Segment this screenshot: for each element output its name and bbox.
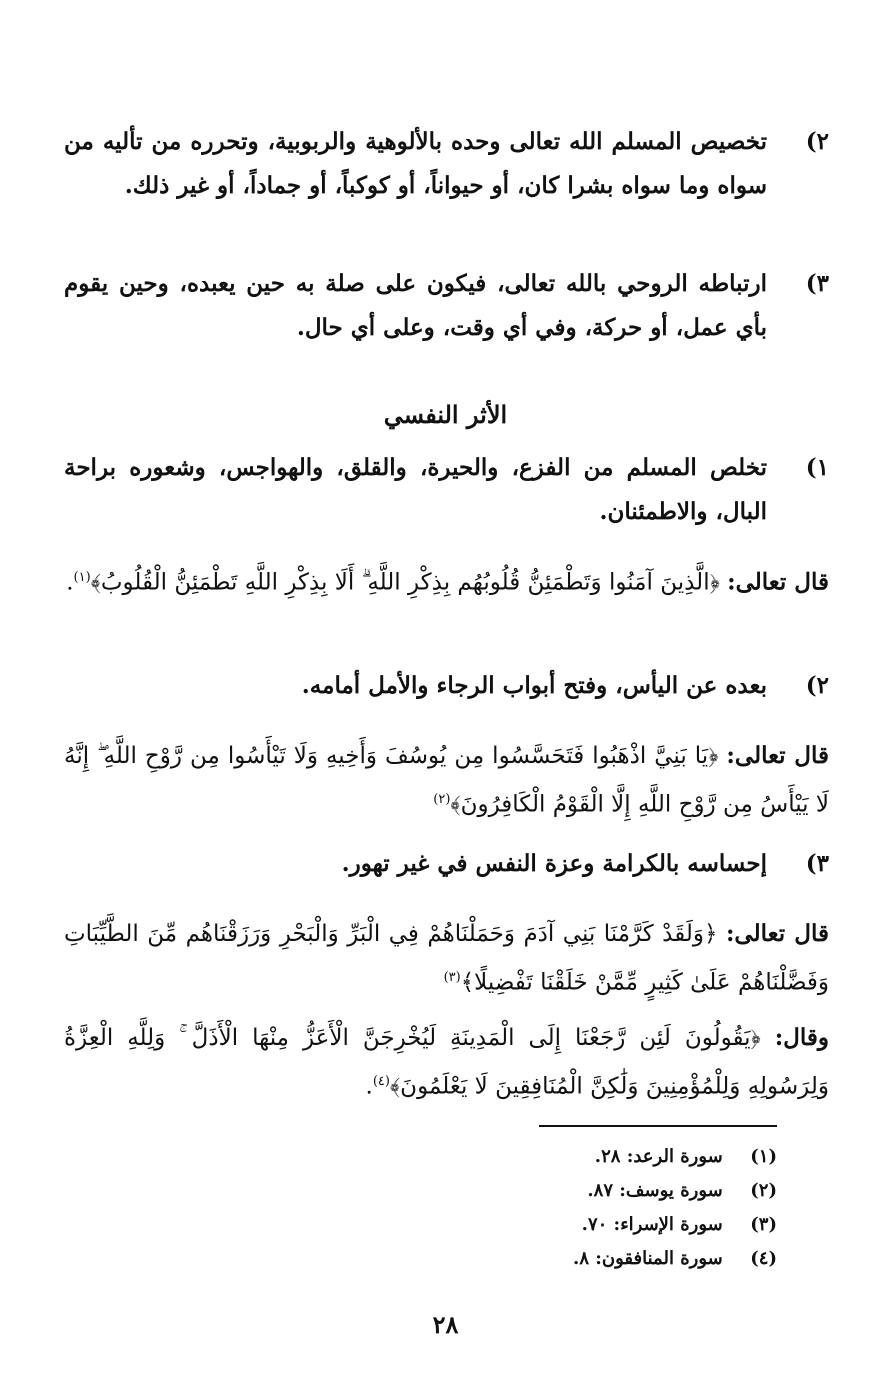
list-item-reassurance — [64, 446, 829, 534]
list-item-number: ٢) — [805, 128, 829, 155]
footnote-ref: (٤) — [372, 1074, 390, 1089]
footnote-text: سورة الرعد: ٢٨. — [594, 1146, 723, 1167]
quote-intro: وقال: — [774, 1024, 829, 1051]
quote-end: . — [66, 569, 74, 596]
footnote-item — [277, 1174, 777, 1208]
list-item-dignity — [64, 842, 829, 886]
footnote-ref: (١) — [73, 570, 91, 585]
list-item-number: ٢) — [805, 672, 829, 699]
quran-quote-1 — [64, 556, 829, 605]
list-item-spiritual-bond — [64, 262, 829, 350]
footnote-ref: (٣) — [443, 970, 461, 985]
quote-ayah: ﴿يَقُولُونَ لَئِن رَّجَعْنَا إِلَى الْمَدِينَةِ لَيُخْرِجَنَّ الْأَعَزُّ مِنْهَا الْأَذَلَّ ۚ وَلِلَّهِ الْعِزَّةُ وَلِرَسُولِهِ وَلِلْمُؤْمِنِينَ وَلَٰكِنَّ الْمُنَافِقِينَ لَا يَعْلَمُونَ﴾ — [64, 1025, 829, 1100]
list-item-number: ٣) — [805, 850, 829, 877]
list-item-text: تخلص المسلم من الفزع، والحيرة، والقلق، والهواجس، وشعوره براحة البال، والاطمئنان. — [64, 454, 767, 525]
footnote-number: (٣) — [750, 1214, 777, 1235]
footnote-text: سورة الإسراء: ٧٠. — [581, 1214, 723, 1235]
quote-intro: قال تعالى: — [725, 920, 829, 947]
list-item-number: ٣) — [805, 270, 829, 297]
footnote-text: سورة يوسف: ٨٧. — [587, 1180, 723, 1201]
quote-end: . — [365, 1073, 373, 1100]
footnote-item — [277, 1208, 777, 1242]
quote-intro: قال تعالى: — [727, 568, 829, 596]
footnote-ref: (٢) — [433, 792, 451, 807]
page-number: ٢٨ — [432, 1310, 459, 1339]
list-item-hope — [64, 664, 829, 708]
footnote-item — [277, 1140, 777, 1174]
list-item-text: تخصيص المسلم الله تعالى وحده بالألوهية والربوبية، وتحرره من تأليه من سواه وما سواه بشرا كان، أو حيواناً، أو كوكباً، أو جماداً، أو غير ذلك. — [64, 128, 767, 199]
quote-ayah: ﴿يَا بَنِيَّ اذْهَبُوا فَتَحَسَّسُوا مِن يُوسُفَ وَأَخِيهِ وَلَا تَيْأَسُوا مِن رَّوْحِ اللَّهِ ۖ إِنَّهُ لَا يَيْأَسُ مِن رَّوْحِ اللَّهِ إِلَّا الْقَوْمُ الْكَافِرُونَ﴾ — [64, 743, 829, 818]
footnote-number: (٤) — [750, 1248, 777, 1269]
footnote-divider — [539, 1125, 777, 1127]
list-item-number: ١) — [805, 454, 829, 481]
footnote-number: (١) — [750, 1146, 777, 1167]
quote-intro: قال تعالى: — [726, 742, 829, 769]
quran-quote-2 — [64, 734, 829, 827]
quran-quote-4 — [64, 1016, 829, 1109]
list-item-deify — [64, 120, 829, 208]
footnotes — [277, 1140, 777, 1276]
quran-quote-3 — [64, 912, 829, 1005]
list-item-text: ارتباطه الروحي بالله تعالى، فيكون على صلة به حين يعبده، وحين يقوم بأي عمل، أو حركة، وفي أي وقت، وعلى أي حال. — [64, 270, 767, 341]
quote-ayah: ﴿وَلَقَدْ كَرَّمْنَا بَنِي آدَمَ وَحَمَلْنَاهُمْ فِي الْبَرِّ وَالْبَحْرِ وَرَزَقْنَاهُم مِّنَ الطَّيِّبَاتِ وَفَضَّلْنَاهُمْ عَلَىٰ كَثِيرٍ مِّمَّنْ خَلَقْنَا تَفْضِيلًا﴾ — [64, 921, 829, 996]
footnote-item — [277, 1242, 777, 1276]
footnote-text: سورة المنافقون: ٨. — [573, 1248, 723, 1269]
section-heading: الأثر النفسي — [383, 400, 508, 429]
quote-ayah: ﴿الَّذِينَ آمَنُوا وَتَطْمَئِنُّ قُلُوبُهُم بِذِكْرِ اللَّهِ ۗ أَلَا بِذِكْرِ اللَّهِ تَطْمَئِنُّ الْقُلُوبُ﴾ — [90, 569, 720, 596]
list-item-text: إحساسه بالكرامة وعزة النفس في غير تهور. — [341, 850, 767, 877]
footnote-number: (٢) — [750, 1180, 777, 1201]
list-item-text: بعده عن اليأس، وفتح أبواب الرجاء والأمل أمامه. — [301, 672, 767, 699]
